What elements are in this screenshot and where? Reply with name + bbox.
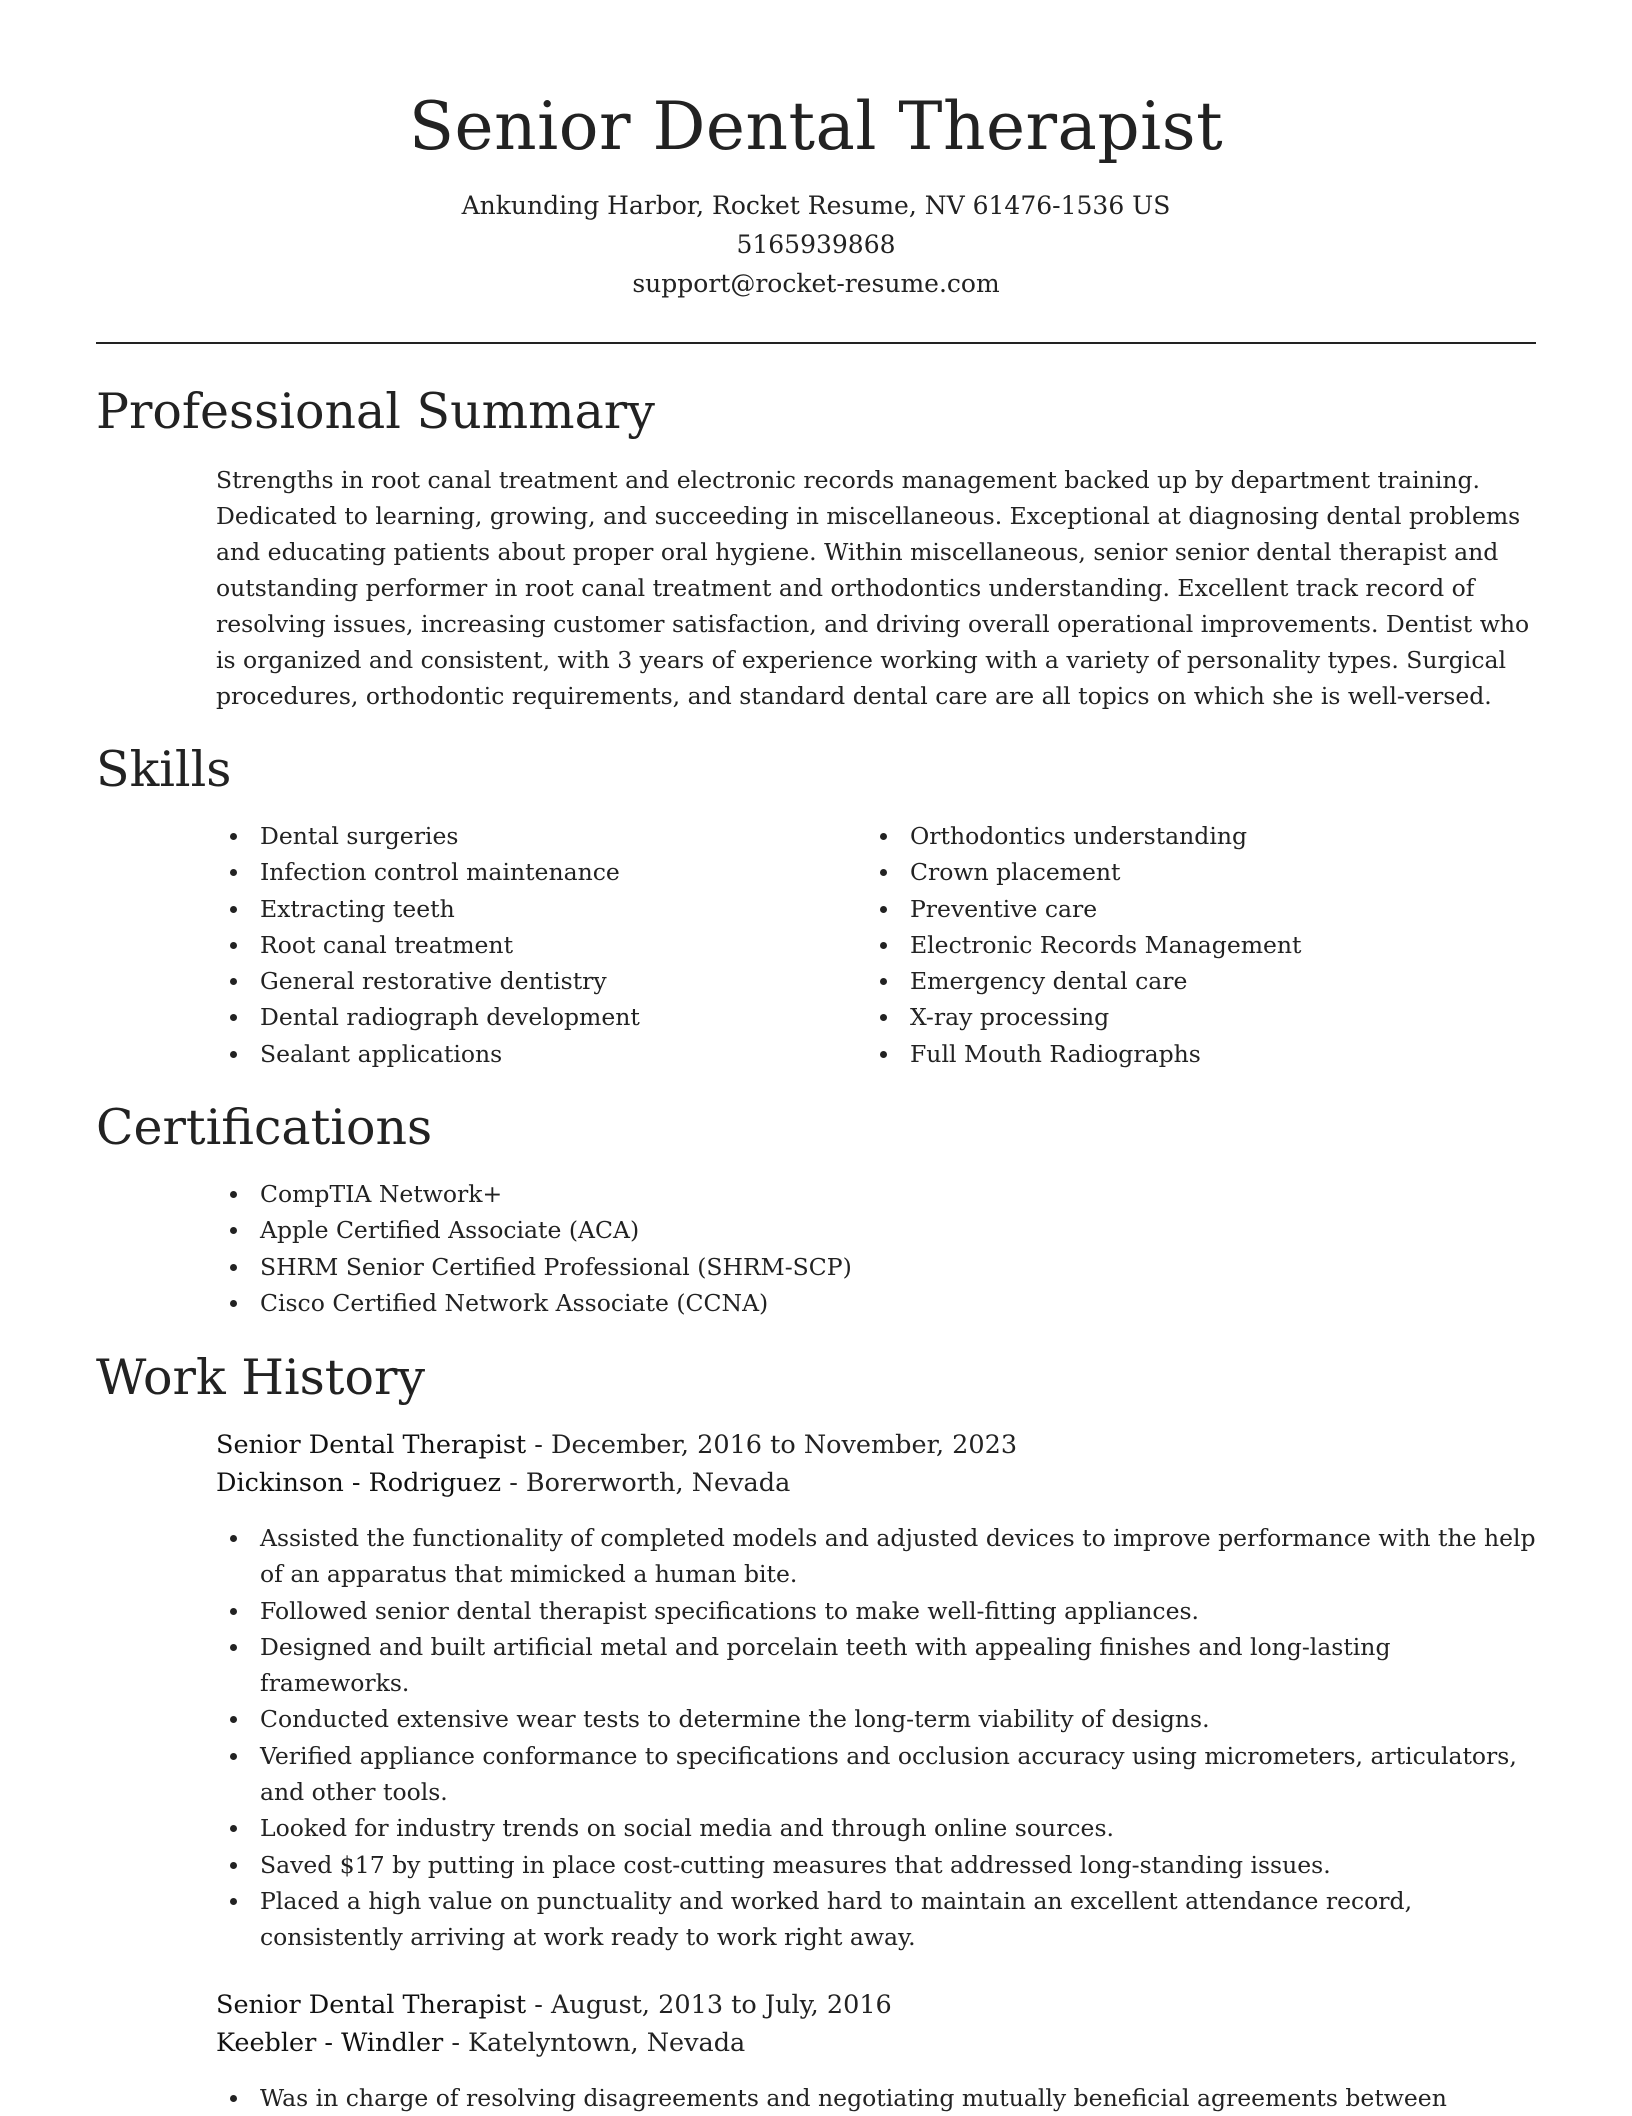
skill-item: General restorative dentistry <box>216 963 836 999</box>
skill-item: Electronic Records Management <box>866 927 1486 963</box>
job-bullet-item: Was in charge of resolving disagreements and negotiating mutually beneficial agreements between <box>216 2080 1546 2116</box>
skills-list-right <box>866 818 1486 1072</box>
job-2-role: Senior Dental Therapist <box>216 1990 527 2020</box>
certifications-block <box>216 1176 1536 1321</box>
job-2-company: Keebler - Windler <box>216 2028 444 2058</box>
skill-item: Emergency dental care <box>866 963 1486 999</box>
job-1-company-line <box>216 1464 1017 1502</box>
skill-item: X-ray processing <box>866 999 1486 1035</box>
skill-item: Preventive care <box>866 891 1486 927</box>
skill-item: Full Mouth Radiographs <box>866 1036 1486 1072</box>
header-divider <box>96 342 1536 344</box>
skill-item: Crown placement <box>866 854 1486 890</box>
certification-item: Apple Certified Associate (ACA) <box>216 1212 1536 1248</box>
job-bullet-item: Designed and built artificial metal and porcelain teeth with appealing finishes and long-lasting frameworks. <box>216 1629 1546 1702</box>
summary-heading: Professional Summary <box>96 383 655 440</box>
skill-item: Sealant applications <box>216 1036 836 1072</box>
job-bullet-item: Verified appliance conformance to specifications and occlusion accuracy using micrometers, articulators, and other tools. <box>216 1738 1546 1811</box>
job-1-role: Senior Dental Therapist <box>216 1430 527 1460</box>
contact-address: Ankunding Harbor, Rocket Resume, NV 61476-1536 US <box>461 191 1171 220</box>
job-1-bullets <box>216 1520 1546 1956</box>
contact-block <box>0 186 1632 303</box>
contact-phone: 5165939868 <box>736 230 896 259</box>
skills-list-left <box>216 818 836 1072</box>
certifications-heading: Certifications <box>96 1099 433 1156</box>
job-2-bullets-block <box>216 2080 1546 2116</box>
job-bullet-item: Placed a high value on punctuality and worked hard to maintain an excellent attendance record, consistently arriving at work ready to work right away. <box>216 1883 1546 1956</box>
certification-item: SHRM Senior Certified Professional (SHRM-SCP) <box>216 1249 1536 1285</box>
job-1-header <box>216 1426 1017 1502</box>
job-2-header <box>216 1986 892 2062</box>
skill-item: Orthodontics understanding <box>866 818 1486 854</box>
job-1-dates: - December, 2016 to November, 2023 <box>526 1430 1018 1460</box>
skill-item: Infection control maintenance <box>216 854 836 890</box>
summary-text: Strengths in root canal treatment and electronic records management backed up by department training. Dedicated to learning, growing, and succeeding in miscellaneous. Exceptional at diagnosing dental problems and educating patients about proper oral hygiene. Within miscellaneous, senior senior dental therapist and outstanding performer in root canal treatment and orthodontics understanding. Excellent track record of resolving issues, increasing customer satisfaction, and driving overall operational improvements. Dentist who is organized and consistent, with 3 years of experience working with a variety of personality types. Surgical procedures, orthodontic requirements, and standard dental care are all topics on which she is well-versed. <box>216 466 1530 710</box>
skill-item: Root canal treatment <box>216 927 836 963</box>
job-2-company-line <box>216 2024 892 2062</box>
job-bullet-item: Conducted extensive wear tests to determine the long-term viability of designs. <box>216 1701 1546 1737</box>
resume-header <box>0 0 1632 303</box>
job-1-location: - Borerworth, Nevada <box>501 1468 791 1498</box>
work-history-heading: Work History <box>96 1349 426 1406</box>
job-2-location: - Katelyntown, Nevada <box>443 2028 746 2058</box>
resume-name: Senior Dental Therapist <box>408 88 1224 165</box>
job-1-title-line <box>216 1426 1017 1464</box>
job-1-company: Dickinson - Rodriguez <box>216 1468 502 1498</box>
skill-item: Dental surgeries <box>216 818 836 854</box>
job-2-dates: - August, 2013 to July, 2016 <box>526 1990 892 2020</box>
skills-heading: Skills <box>96 741 232 798</box>
job-2-title-line <box>216 1986 892 2024</box>
certification-item: Cisco Certified Network Associate (CCNA) <box>216 1285 1536 1321</box>
contact-email: support@rocket-resume.com <box>632 269 1000 298</box>
job-bullet-item: Assisted the functionality of completed models and adjusted devices to improve performance with the help of an apparatus that mimicked a human bite. <box>216 1520 1546 1593</box>
job-bullet-item: Saved $17 by putting in place cost-cutting measures that addressed long-standing issues. <box>216 1847 1546 1883</box>
skill-item: Dental radiograph development <box>216 999 836 1035</box>
job-1-bullets-block <box>216 1520 1546 1956</box>
certification-item: CompTIA Network+ <box>216 1176 1536 1212</box>
skill-item: Extracting teeth <box>216 891 836 927</box>
skills-column-right <box>866 818 1486 1072</box>
certifications-list <box>216 1176 1536 1321</box>
job-bullet-item: Looked for industry trends on social media and through online sources. <box>216 1810 1546 1846</box>
skills-column-left <box>216 818 836 1072</box>
job-2-bullets <box>216 2080 1546 2116</box>
job-bullet-item: Followed senior dental therapist specifications to make well-fitting appliances. <box>216 1593 1546 1629</box>
